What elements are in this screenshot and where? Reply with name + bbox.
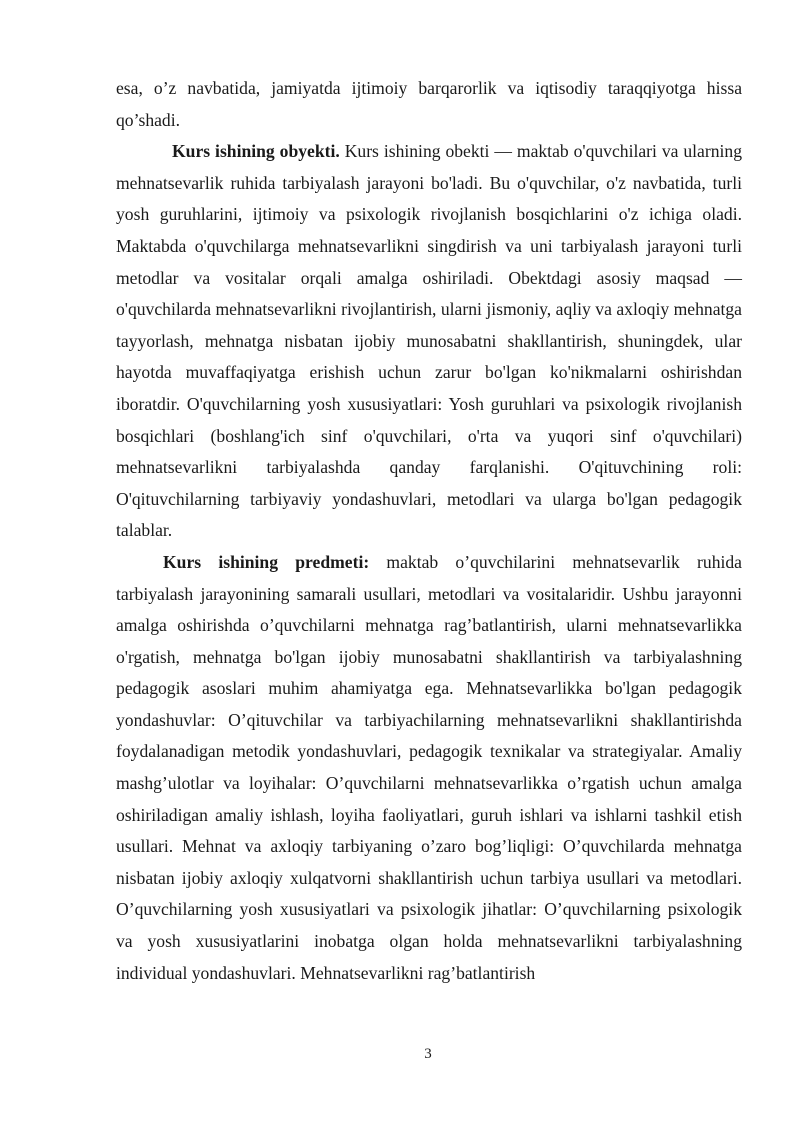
paragraph-continuation: esa, o’z navbatida, jamiyatda ijtimoiy barqarorlik va iqtisodiy taraqqiyotga hissa qo’shadi. xyxy=(116,78,742,130)
subject-body: maktab o’quvchilarini mehnatsevarlik ruhida tarbiyalash jarayonining samarali usullari, metodlari va vositalaridir. Ushbu jarayonni amalga oshirishda o’quvchilarni mehnatga rag’batlantirish, ularni mehnatsevarlikka o'rgatish, mehnatga bo'lgan ijobiy munosabatni shakllantirish va tarbiyalashning pedagogik asoslari muhim ahamiyatga ega. Mehnatsevarlikka bo'lgan pedagogik yondashuvlar: O’qituvchilar va tarbiyachilarning mehnatsevarlikni shakllantirishda foydalanadigan metodik yondashuvlari, pedagogik texnikalar va strategiyalar. Amaliy mashg’ulotlar va loyihalar: O’quvchilarni mehnatsevarlikka o’rgatish uchun amalga oshiriladigan amaliy ishlash, loyiha faoliyatlari, guruh ishlari va ishlarni tashkil etish usullari. Mehnat va axloqiy tarbiyaning o’zaro bog’liqligi: O’quvchilarda mehnatga nisbatan ijobiy axloqiy xulqatvorni shakllantirish uchun tarbiya usullari va metodlari. O’quvchilarning yosh xususiyatlari va psixologik jihatlar: O’quvchilarning psixologik va yosh xususiyatlarini inobatga olgan holda mehnatsevarlikni tarbiyalashning individual yondashuvlari. Mehnatsevarlikni rag’batlantirish xyxy=(116,551,742,983)
body-text xyxy=(116,73,742,989)
paragraph-subject xyxy=(116,547,742,989)
paragraph-object xyxy=(116,136,742,547)
object-heading: Kurs ishining obyekti. xyxy=(172,141,340,162)
subject-heading: Kurs ishining predmeti: xyxy=(163,551,370,572)
page-number: 3 xyxy=(424,1046,432,1062)
object-body: Kurs ishining obekti — maktab o'quvchilari va ularning mehnatsevarlik ruhida tarbiyalash jarayoni bo'ladi. Bu o'quvchilar, o'z navbatida, turli yosh guruhlarini, ijtimoiy va psixologik rivojlanish bosqichlarini o'z ichiga oladi. Maktabda o'quvchilarga mehnatsevarlikni singdirish va uni tarbiyalash jarayoni turli metodlar va vositalar orqali amalga oshiriladi. Obektdagi asosiy maqsad — o'quvchilarda mehnatsevarlikni rivojlantirish, ularni jismoniy, aqliy va axloqiy mehnatga tayyorlash, mehnatga nisbatan ijobiy munosabatni shakllantirish, shuningdek, ular hayotda muvaffaqiyatga erishish uchun zarur bo'lgan ko'nikmalarni oshirishdan iboratdir. O'quvchilarning yosh xususiyatlari: Yosh guruhlari va psixologik rivojlanish bosqichlari (boshlang'ich sinf o'quvchilari, o'rta va yuqori sinf o'quvchilari) mehnatsevarlikni tarbiyalashda qanday farqlanishi. O'qituvchining roli: O'qituvchilarning tarbiyaviy yondashuvlari, metodlari va ularga bo'lgan pedagogik talablar. xyxy=(116,141,742,541)
